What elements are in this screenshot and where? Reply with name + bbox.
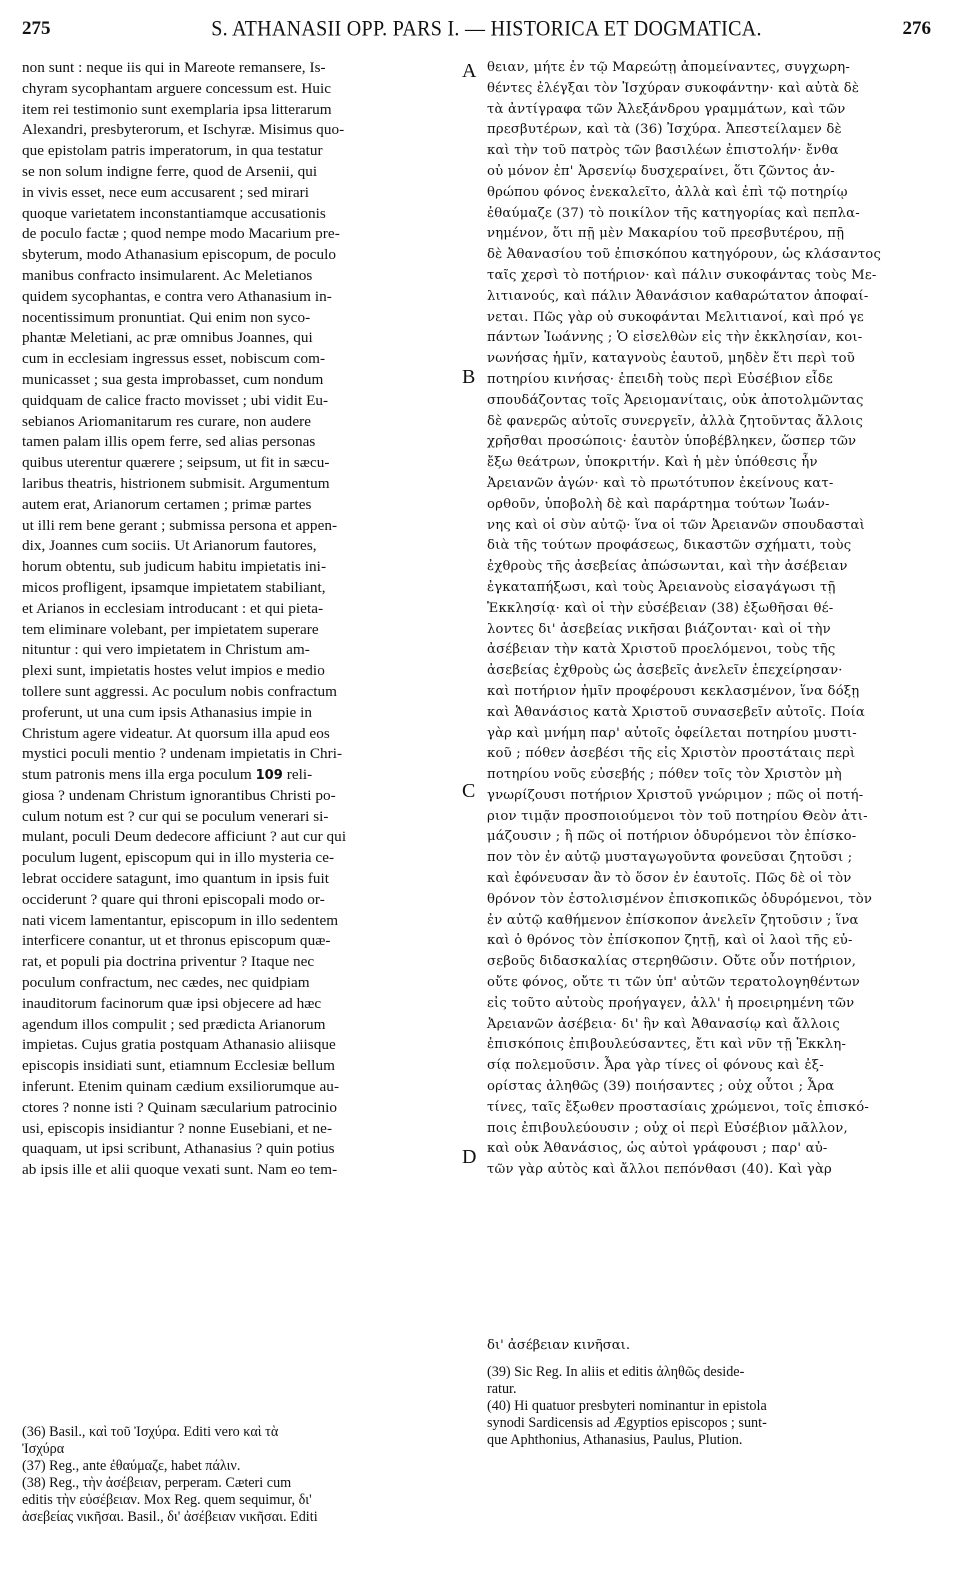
greek-text-line: θρόνον τὸν ἐστολισμένον ἐπισκοπικῶς ὀδυρόμενοι, τὸν (487, 891, 873, 907)
greek-footnotes (487, 1364, 927, 1449)
greek-text-line: πον τὸν ἐν αὐτῷ μυσταγωγοῦντα φονεῦσαι ζητοῦσι ; (487, 850, 853, 866)
greek-text-line: λιτιανούς, καὶ πάλιν Ἀθανάσιον καθαρώτατον ἀποφαί- (487, 288, 869, 304)
greek-text-line: θειαν, μήτε ἐν τῷ Μαρεώτῃ ἀπομείναντες, συγχωρη- (487, 60, 850, 75)
latin-text-line: inferunt. Etenim quinam cædium exsiliorumque au- (22, 1078, 340, 1096)
margin-letter-c: C (462, 780, 476, 802)
greek-text-line: πρεσβυτέρων, καὶ τὰ (36) Ἰσχύρα. Ἀπεστείλαμεν δὲ (487, 122, 842, 138)
greek-text-line: νεται. Πῶς γὰρ οὐ συκοφάνται Μελιτιανοί, καὶ πρό γε (487, 309, 864, 325)
margin-letter-a: A (462, 60, 477, 82)
greek-text-line: Ἀρειανῶν ἀσέβεια· δι' ἣν καὶ Ἀθανασίῳ καὶ ἄλλοις (487, 1016, 841, 1032)
greek-text-line: ἐγκαταπήξωσι, καὶ τοὺς Ἀρειανοὺς εἰσαγάγωσι τῇ (487, 579, 836, 595)
latin-text-line: agendum illos compulit ; sed prædicta Arianorum (22, 1015, 326, 1033)
latin-text-line: Alexandri, presbyterorum, et Ischyræ. Misimus quo- (22, 121, 345, 139)
greek-text-line: ποις ἐπιβουλεύουσιν ; οὐχ οἱ περὶ Εὐσέβιον μᾶλλον, (487, 1120, 848, 1136)
latin-text-line: tem eliminare volebant, per impietatem superare (22, 620, 319, 638)
latin-text-line: ut illi rem bene gerant ; submissa persona et appen- (22, 516, 338, 534)
footnote-line: (40) Hi quatuor presbyteri nominantur in epistola (487, 1398, 767, 1414)
latin-text-line: manibus confracto insimularent. Ac Meletianos (22, 266, 313, 284)
footnote-line: (36) Basil., καὶ τοῦ Ἰσχύρα. Editi vero καὶ τὰ (22, 1424, 279, 1440)
greek-text-line: τίνες, ταῖς ἔξωθεν προστασίαις χρώμενοι, τοῖς ἐπισκό- (487, 1099, 870, 1115)
latin-text-line: rat, et populi pia doctrina priventur ? Itaque nec (22, 953, 315, 971)
greek-text-line: θέντες ἐλέγξαι τὸν Ἰσχύραν συκοφάντην· καὶ αὐτὰ δὲ (487, 80, 860, 96)
latin-text-line: tollere sunt aggressi. Ac poculum nobis confractum (22, 682, 338, 700)
greek-text-line: οὔτε φόνος, οὔτε τι τῶν ὑπ' αὐτῶν τερατολογηθέντων (487, 975, 861, 991)
page-marker: 109 (255, 768, 283, 784)
greek-text-line: ἐπισκόποις ἐπιβουλεύσαντες, ἔτι καὶ νῦν τῇ Ἐκκλη- (487, 1037, 847, 1053)
page-number-left: 275 (22, 18, 51, 39)
latin-text-line: municasset ; sua gesta improbasset, cum nondum (22, 370, 324, 388)
greek-text-line: νης καὶ οἱ σὺν αὐτῷ· ἵνα οἱ τῶν Ἀρειανῶν σπουδασταὶ (487, 517, 865, 533)
latin-text-line: nati vicem lamentantur, episcopum in illo sedentem (22, 911, 339, 929)
latin-text-line: ab ipsis ille et alii quoque vexati sunt. Nam eo tem- (22, 1161, 338, 1179)
greek-column (487, 58, 927, 1181)
latin-text-line: laribus theatris, histrionem submisit. Argumentum (22, 474, 330, 492)
latin-text-line: in vivis esset, nece eum accusarent ; sed mirari (22, 183, 310, 201)
greek-text-line: ἐν αὐτῷ καθήμενον ἐπίσκοπον ἀνελεῖν ζητοῦσιν ; ἵνα (487, 912, 859, 928)
latin-text-line: micos profligent, ipsamque impietatem stabiliant, (22, 578, 326, 596)
greek-text-line: σεβοῦς διδασκαλίας στερηθῶσιν. Οὔτε οὖν ποτήριον, (487, 954, 857, 970)
greek-text-line: καὶ ὁ θρόνος τὸν ἐπίσκοπον ζητῇ, καὶ οἱ λαοὶ τῆς εὐ- (487, 933, 853, 949)
latin-text-line: quoque varietatem inconstantiamque accusationis (22, 204, 326, 222)
greek-text-line: νημένον, ὅτι πῇ μὲν Μακαρίου τοῦ πρεσβυτέρου, πῇ (487, 226, 845, 242)
greek-text-line: σπουδάζοντας τοῖς Ἀρειομανίταις, οὐκ ἀποτολμῶντας (487, 392, 864, 408)
latin-text-line: dix, Joannes cum sociis. Ut Arianorum fautores, (22, 537, 317, 555)
latin-text-line: et Arianos in ecclesiam introducant : et qui pieta- (22, 599, 324, 617)
greek-text-line: μάζουσιν ; ἢ πῶς οἱ ποτήριον ὀδυρόμενοι τὸν ἐπίσκο- (487, 829, 857, 845)
page-number-right: 276 (902, 18, 931, 39)
greek-text-line: καὶ ἐφόνευσαν ἂν τὸ ὅσον ἐν ἑαυτοῖς. Πῶς δὲ οἱ τὸν (487, 871, 852, 887)
greek-text-line: ἀσεβείας ἐχθροὺς ὡς ἀσεβεῖς ἀνελεῖν ἐπεχείρησαν· (487, 663, 843, 679)
latin-text-line: cum in ecclesiam ingressus esset, nobiscum com- (22, 350, 326, 368)
greek-text-line: οὐ μόνον ἐπ' Ἀρσενίῳ δυσχεραίνει, ὅτι ζῶντος ἀν- (487, 163, 835, 179)
latin-text-line: impietas. Cujus gratia postquam Athanasio aliisque (22, 1036, 336, 1054)
latin-text-line: sbyterum, modo Athanasium episcopum, de poculo (22, 246, 337, 264)
latin-text-line: quibus uterentur quærere ; seipsum, ut fit in sæcu- (22, 454, 330, 472)
latin-text-line: tamen palam illis opem ferre, sed alias personas (22, 433, 316, 451)
greek-text-line: καὶ τὴν τοῦ πατρὸς τῶν βασιλέων ἐπιστολήν· ἔνθα (487, 143, 839, 159)
greek-text-line: σίᾳ πολεμοῦσιν. Ἆρα γὰρ τίνες οἱ φόνους καὶ ἐξ- (487, 1058, 824, 1074)
latin-text-line: poculum lugent, episcopum qui in illo mysteria ce- (22, 849, 335, 867)
latin-text-line: phantæ Meletiani, ac præ omnibus Joannes, qui (22, 329, 313, 347)
greek-text-line: ταῖς χερσὶ τὸ ποτήριον· καὶ πάλιν συκοφάντας τοὺς Με- (487, 267, 877, 283)
footnote-line: synodi Sardicensis ad Ægyptios episcopos ; sunt- (487, 1415, 767, 1431)
greek-text-line: λοντες δι' ἀσεβείας νικῆσαι βιάζονται· καὶ οἱ τὴν (487, 621, 831, 637)
greek-text-line: ορίστας ἀληθῶς (39) ποιήσαντες ; οὐχ οὗτοι ; Ἆρα (487, 1079, 835, 1095)
greek-text-line: τὰ ἀντίγραφα τῶν Ἀλεξάνδρου γραμμάτων, καὶ τῶν (487, 101, 846, 117)
latin-text-line: autem erat, Arianorum certamen ; primæ partes (22, 495, 312, 513)
greek-text-line: πάντων Ἰωάννης ; Ὁ εἰσελθὼν εἰς τὴν ἐκκλησίαν, κοι- (487, 330, 863, 346)
footnote-line: que Aphthonius, Athanasius, Paulus, Plution. (487, 1432, 743, 1448)
greek-text-line: χρῆσθαι προσώποις· ἑαυτὸν ὑποβέβληκεν, ὥσπερ τῶν (487, 434, 857, 450)
latin-text-line: poculum confractum, nec cædes, nec quidpiam (22, 974, 310, 992)
greek-text-line: ριον τιμᾷν προσποιούμενοι τὸν τοῦ ποτηρίου Θεὸν ἀτι- (487, 808, 868, 824)
latin-text-line: giosa ? undenam Christum ignorantibus Christi po- (22, 786, 336, 804)
greek-text-line: κοῦ ; πόθεν ἀσεβέσι τῆς εἰς Χριστὸν προστάταις περὶ (487, 746, 856, 762)
greek-text-line: νωνήσας ἡμῖν, καταγνοὺς ἑαυτοῦ, μηδὲν ἔτι περὶ τοῦ (487, 351, 855, 367)
greek-text-line: διὰ τῆς τούτων προφάσεως, δικαστῶν σχήματι, τοὺς (487, 538, 852, 554)
latin-column (22, 58, 456, 1181)
greek-text-line: Ἀρειανῶν ἀγών· καὶ τὸ πρωτότυπον ἐκείνους κατ- (487, 475, 834, 491)
latin-text-line: quidem sycophantas, e contra vero Athanasium in- (22, 287, 332, 305)
latin-text-line: culum notum est ? cur qui se poculum venerari si- (22, 807, 329, 825)
latin-text-line: chyram sycophantam arguere concessum est. Huic (22, 79, 332, 97)
greek-text-line: ἐθαύμαζε (37) τὸ ποικίλον τῆς κατηγορίας καὶ πεπλα- (487, 205, 860, 221)
latin-text-line: horum obtentu, sub judicum habitu impietatis ini- (22, 558, 327, 576)
footnote-line: (39) Sic Reg. In aliis et editis ἀληθῶς deside- (487, 1364, 745, 1380)
greek-text-line: Ἐκκλησίᾳ· καὶ οἱ τὴν εὐσέβειαν (38) ἐξωθῆσαι θέ- (487, 600, 834, 616)
greek-text-line: καὶ οὐκ Ἀθανάσιος, ὡς αὐτοὶ γράφουσι ; παρ' αὐ- (487, 1141, 828, 1157)
latin-text-line: mystici poculi mentio ? undenam impietatis in Chri- (22, 745, 343, 763)
latin-text-line: non sunt : neque iis qui in Mareote remansere, Is- (22, 59, 326, 76)
greek-text-line: θρώπου φόνος ἐνεκαλεῖτο, ἀλλὰ καὶ ἐπὶ τῷ ποτηρίῳ (487, 184, 848, 200)
latin-text-line: quaquam, ut ipsi scribunt, Athanasius ? quin potius (22, 1140, 335, 1158)
greek-text-line: ποτηρίου κινήσας· ἐπειδὴ τοὺς περὶ Εὐσέβιον εἶδε (487, 371, 833, 387)
footnote-line: ἀσεβείας νικῆσαι. Basil., δι' ἀσέβειαν νικῆσαι. Editi (22, 1509, 318, 1525)
latin-text-line: episcopis insidiati sunt, etiamnum Ecclesiæ bellum (22, 1057, 335, 1075)
greek-text-line: γνωρίζουσι ποτήριον Χριστοῦ γνώριμον ; πῶς οἱ ποτή- (487, 787, 864, 803)
latin-text-line: se non solum indigne ferre, quod de Arsenii, qui (22, 162, 318, 180)
latin-text-line: de poculo factæ ; quod nempe modo Macarium pre- (22, 225, 340, 243)
greek-tail-line: δι' ἀσέβειαν κινῆσαι. (487, 1338, 631, 1353)
latin-text-line: ctores ? nonne isti ? Quinam sæcularium patrocinio (22, 1098, 338, 1116)
latin-text-line: interficere conantur, ut et thronus episcopum quæ- (22, 932, 331, 950)
latin-text-line: que epistolam patris imperatorum, in qua testatur (22, 142, 323, 160)
footnote-line: ratur. (487, 1381, 517, 1397)
greek-text-line: γὰρ καὶ μνήμη παρ' αὐτοῖς ὀφείλεται ποτηρίου μυστι- (487, 725, 857, 741)
latin-text-line: quidquam de calice fracto movisset ; ubi vidit Eu- (22, 391, 329, 409)
greek-text-line: ἀσέβειαν τὴν κατὰ Χριστοῦ προελόμενοι, τοὺς τῆς (487, 642, 836, 658)
footnote-line: (37) Reg., ante ἐθαύμαζε, habet πάλιν. (22, 1458, 241, 1474)
latin-text-line: inauditorum facinorum quæ ipsi objecere ad hæc (22, 994, 322, 1012)
greek-text-line: ποτηρίου νοῦς εὐσεβής ; πόθεν τοῖς τὸν Χριστὸν μὴ (487, 767, 842, 783)
latin-text-line: item rei testimonio sunt exemplaria ipsa litterarum (22, 100, 332, 118)
footnote-line: editis τὴν εὐσέβειαν. Mox Reg. quem sequimur, δι' (22, 1492, 312, 1508)
latin-text-line: nituntur : qui vero impietatem in Christum am- (22, 641, 310, 659)
greek-text-line: δὲ Ἀθανασίου τοῦ ἐπισκόπου κατηγόρουν, ὡς κλάσαντος (487, 247, 882, 263)
greek-text-line: καὶ Ἀθανάσιος κατὰ Χριστοῦ συνασεβεῖν αὐτοῖς. Ποία (487, 704, 866, 720)
running-title: S. ATHANASII OPP. PARS I. — HISTORICA ET DOGMATICA. (211, 16, 762, 42)
latin-text-line: nocentissimum pronuntiat. Qui enim non syco- (22, 308, 311, 326)
latin-text-line: Christum agere videatur. At quorsum illa apud eos (22, 724, 330, 742)
greek-text-line: δὲ φανερῶς αὐτοῖς συνεργεῖν, ἀλλὰ ζητοῦντας ἄλλοις (487, 413, 864, 429)
latin-text-line: lebrat occidere satagunt, imo quantum in ipsis fuit (22, 870, 330, 888)
greek-text-line: ἔξω θεάτρων, ὑποκριτήν. Καὶ ἡ μὲν ὑπόθεσις ἦν (487, 455, 818, 471)
latin-text-line: usi, episcopis insidiantur ? nonne Eusebiani, et ne- (22, 1119, 333, 1137)
margin-letter-b: B (462, 366, 476, 388)
latin-text-line: proferunt, ut una cum ipsis Athanasius impie in (22, 703, 313, 721)
greek-text-line: ἐχθροὺς τῆς ἀσεβείας ἀπώσωνται, καὶ τὴν ἀσέβειαν (487, 559, 848, 575)
latin-text-line: occiderunt ? quare qui throni episcopali modo or- (22, 890, 325, 908)
greek-text-line: εἰς τοῦτο αὐτοὺς προήγαγεν, ἀλλ' ἡ προειρημένη τῶν (487, 995, 855, 1011)
latin-text-line: plexi sunt, impietatis hostes velut impios e medio (22, 662, 325, 680)
greek-text-line: ορθοῦν, ὑποβολὴ δὲ καὶ παράρτημα τούτων Ἰωάν- (487, 496, 830, 512)
footnote-line: (38) Reg., τὴν ἀσέβειαν, perperam. Cæteri cum (22, 1475, 292, 1491)
margin-letter-d: D (462, 1146, 477, 1168)
greek-text-line: καὶ ποτήριον ἡμῖν προφέρουσι κεκλασμένον, ἵνα δόξῃ (487, 683, 860, 699)
greek-text-line: τῶν γὰρ αὐτὸς καὶ ἄλλοι πεπόνθασι (40). Καὶ γὰρ (487, 1162, 833, 1178)
latin-text-line: sebianos Ariomanitarum res curare, non audere (22, 412, 312, 430)
latin-text-line: mulant, poculi Deum dedecore afficiunt ? aut cur qui (22, 828, 347, 846)
footnote-line: Ἰσχύρα (22, 1441, 65, 1457)
latin-footnotes (22, 1424, 462, 1526)
page-header (22, 18, 931, 48)
latin-text-line: stum patronis mens illa erga poculum 109 reli- (22, 766, 313, 784)
